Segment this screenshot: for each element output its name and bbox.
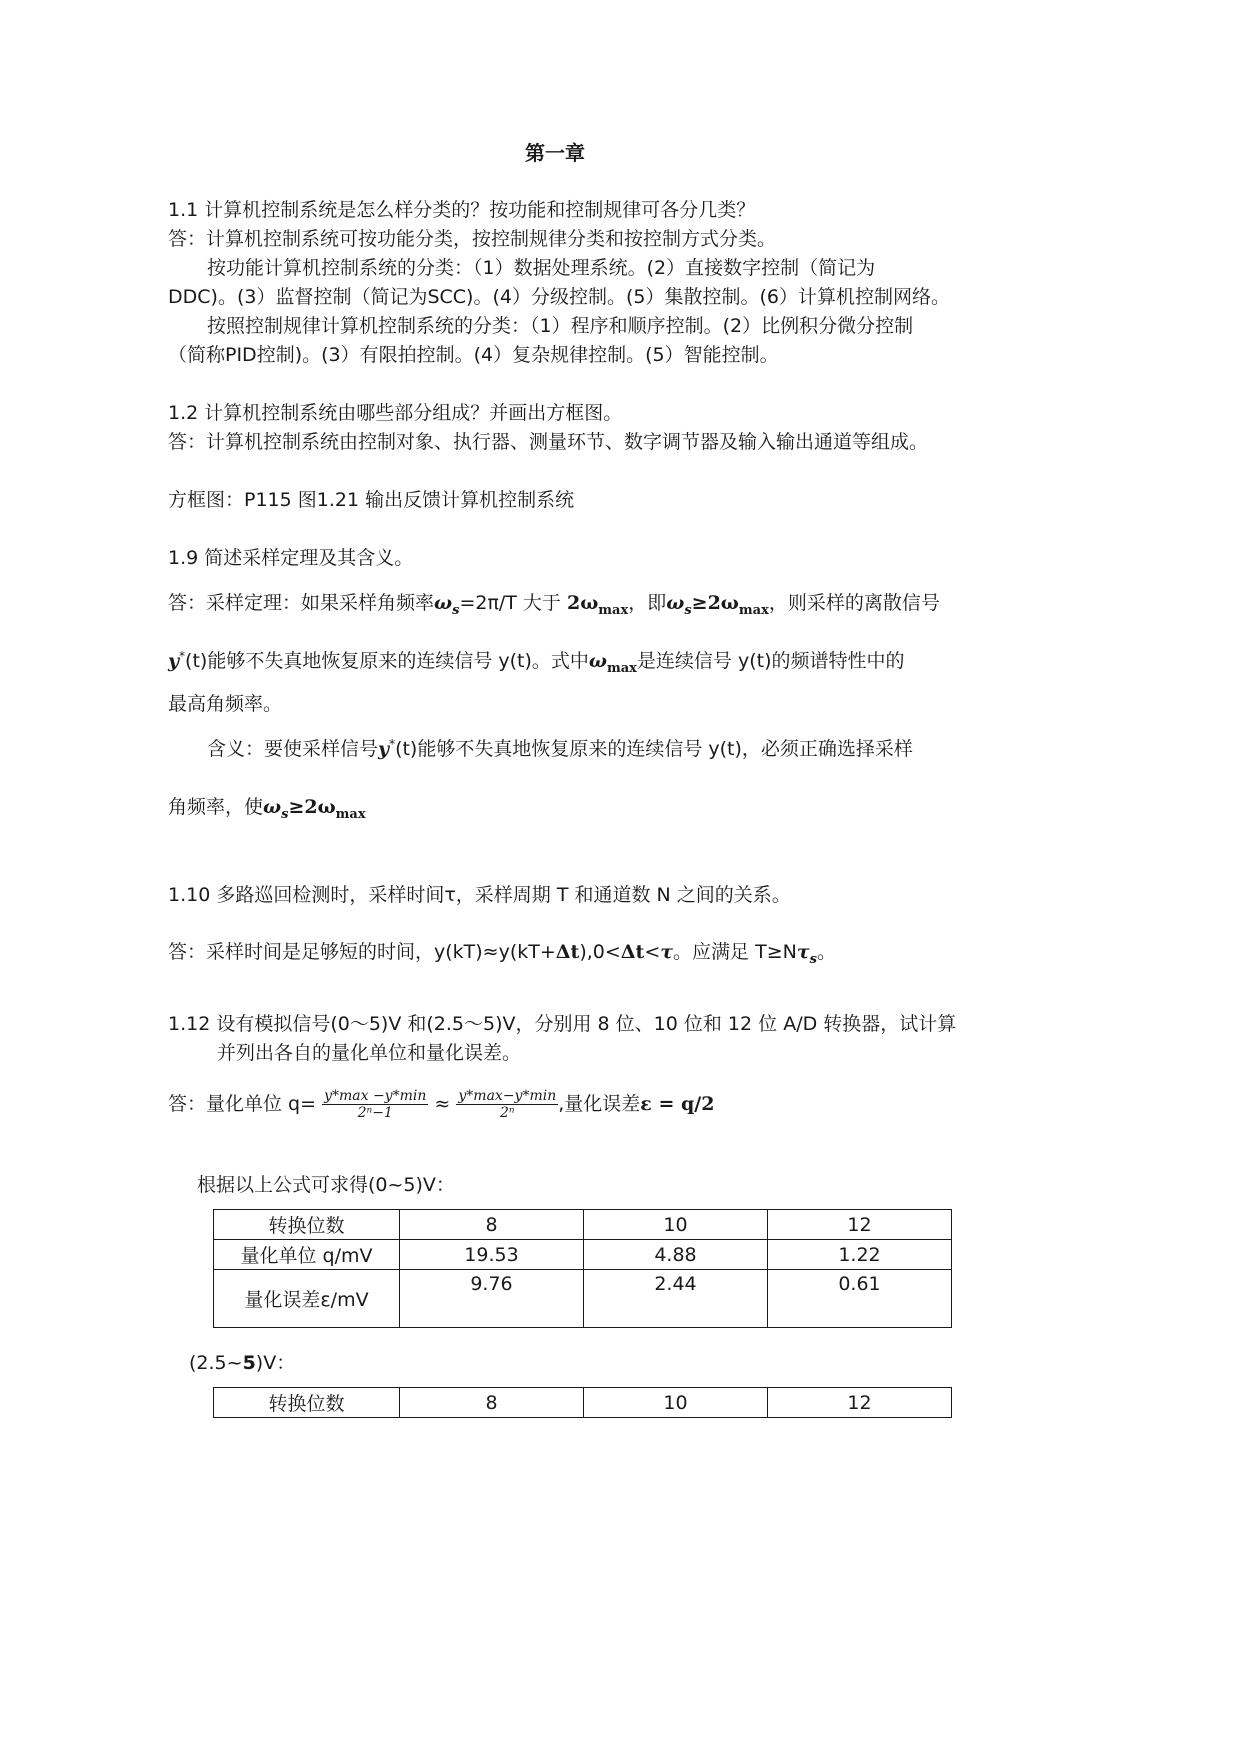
answer-1-2: 答：计算机控制系统由控制对象、执行器、测量环节、数字调节器及输入输出通道等组成。 (168, 431, 929, 453)
table-row (214, 1388, 952, 1418)
formula-fraction-2: $\frac{y*\max-y*\min}{\text{2ⁿ}}$ (458, 1088, 557, 1121)
answer-1-9-line2: y*(t)能够不失真地恢复原来的连续信号 y(t)。式中$\omega_{max}$是连续信号 y(t)的频谱特性中的 (168, 649, 905, 676)
question-1-12-line1: 1.12 设有模拟信号(0～5)V 和(2.5～5)V，分别用 8 位、10 位和 12 位 A/D 转换器，试计算 (168, 1013, 957, 1035)
answer-1-1-line4: 按照控制规律计算机控制系统的分类：（1）程序和顺序控制。(2）比例积分微分控制 (207, 315, 914, 337)
question-1-2: 1.2 计算机控制系统由哪些部分组成？并画出方框图。 (168, 402, 623, 424)
table-cell: 10 (584, 1210, 768, 1240)
diagram-reference: 方框图：P115 图1.21 输出反馈计算机控制系统 (168, 489, 575, 511)
question-1-1: 1.1 计算机控制系统是怎么样分类的？按功能和控制规律可各分几类？ (168, 199, 756, 221)
table-cell: 2.44 (584, 1270, 768, 1328)
table-cell: 1.22 (768, 1240, 952, 1270)
answer-1-10: 答：采样时间是足够短的时间，y(kT)≈y(kT+Δt),0<Δt<τ。应满足 $T\ge N\tau_s$。 (168, 941, 836, 967)
table-cell: 4.88 (584, 1240, 768, 1270)
table-cell: 量化单位 q/mV (214, 1240, 400, 1270)
answer-1-1-line2: 按功能计算机控制系统的分类：（1）数据处理系统。(2）直接数字控制（简记为 (207, 257, 876, 279)
table-row (214, 1270, 952, 1328)
table-cell: 10 (584, 1388, 768, 1418)
question-1-10: 1.10 多路巡回检测时，采样时间τ，采样周期 T 和通道数 N 之间的关系。 (168, 884, 791, 906)
calc-intro: 根据以上公式可求得(0~5)V： (197, 1174, 455, 1196)
answer-1-9-line1: 答：采样定理：如果采样角频率$\omega_s=2\pi/T$ 大于 $2\omega_{max}$，即$\omega_s\ge 2\omega_{max}$，则采样的离散信号 (168, 592, 940, 618)
answer-1-9-line3: 最高角频率。 (168, 693, 283, 715)
meaning-line2: 角频率，使$\omega_s\ge 2\omega_{max}$ (168, 796, 366, 822)
quantization-table-0-5v (213, 1209, 952, 1328)
answer-1-1-line1: 答：计算机控制系统可按功能分类，按控制规律分类和按控制方式分类。 (168, 228, 777, 250)
question-1-9: 1.9 简述采样定理及其含义。 (168, 547, 414, 569)
table-row (214, 1210, 952, 1240)
table-row (214, 1240, 952, 1270)
formula-fraction-1: $\frac{y*\max -y*\min}{\text{2ⁿ−1}}$ (324, 1088, 427, 1121)
table-cell: 量化误差ε/mV (214, 1270, 400, 1328)
answer-1-1-line3: DDC)。(3）监督控制（简记为SCC)。(4）分级控制。(5）集散控制。(6）计算机控制网络。 (168, 286, 950, 308)
chapter-title: 第一章 (525, 141, 585, 165)
answer-1-1-line5: （简称PID控制)。(3）有限拍控制。(4）复杂规律控制。(5）智能控制。 (168, 344, 779, 366)
quantization-formula: 答：量化单位 q= $\frac{y*\max -y*\min}{\text{2ⁿ−1}}$ ≈ $\frac{y*\max-y*\min}{\text{2ⁿ}}$ ,量化误差ε = q/2 (168, 1088, 715, 1121)
table-cell: 转换位数 (214, 1388, 400, 1418)
range-2-5-5v-label: (2.5~5)V： (189, 1352, 296, 1374)
table-cell: 9.76 (400, 1270, 584, 1328)
table-cell: 12 (768, 1210, 952, 1240)
table-cell: 转换位数 (214, 1210, 400, 1240)
table-cell: 8 (400, 1210, 584, 1240)
table-cell: 8 (400, 1388, 584, 1418)
table-cell: 0.61 (768, 1270, 952, 1328)
meaning-line1: 含义：要使采样信号y*(t)能够不失真地恢复原来的连续信号 y(t)，必须正确选择采样 (207, 737, 913, 760)
quantization-table-2-5-5v (213, 1387, 952, 1418)
table-cell: 12 (768, 1388, 952, 1418)
table-cell: 19.53 (400, 1240, 584, 1270)
question-1-12-line2: 并列出各自的量化单位和量化误差。 (217, 1042, 522, 1064)
